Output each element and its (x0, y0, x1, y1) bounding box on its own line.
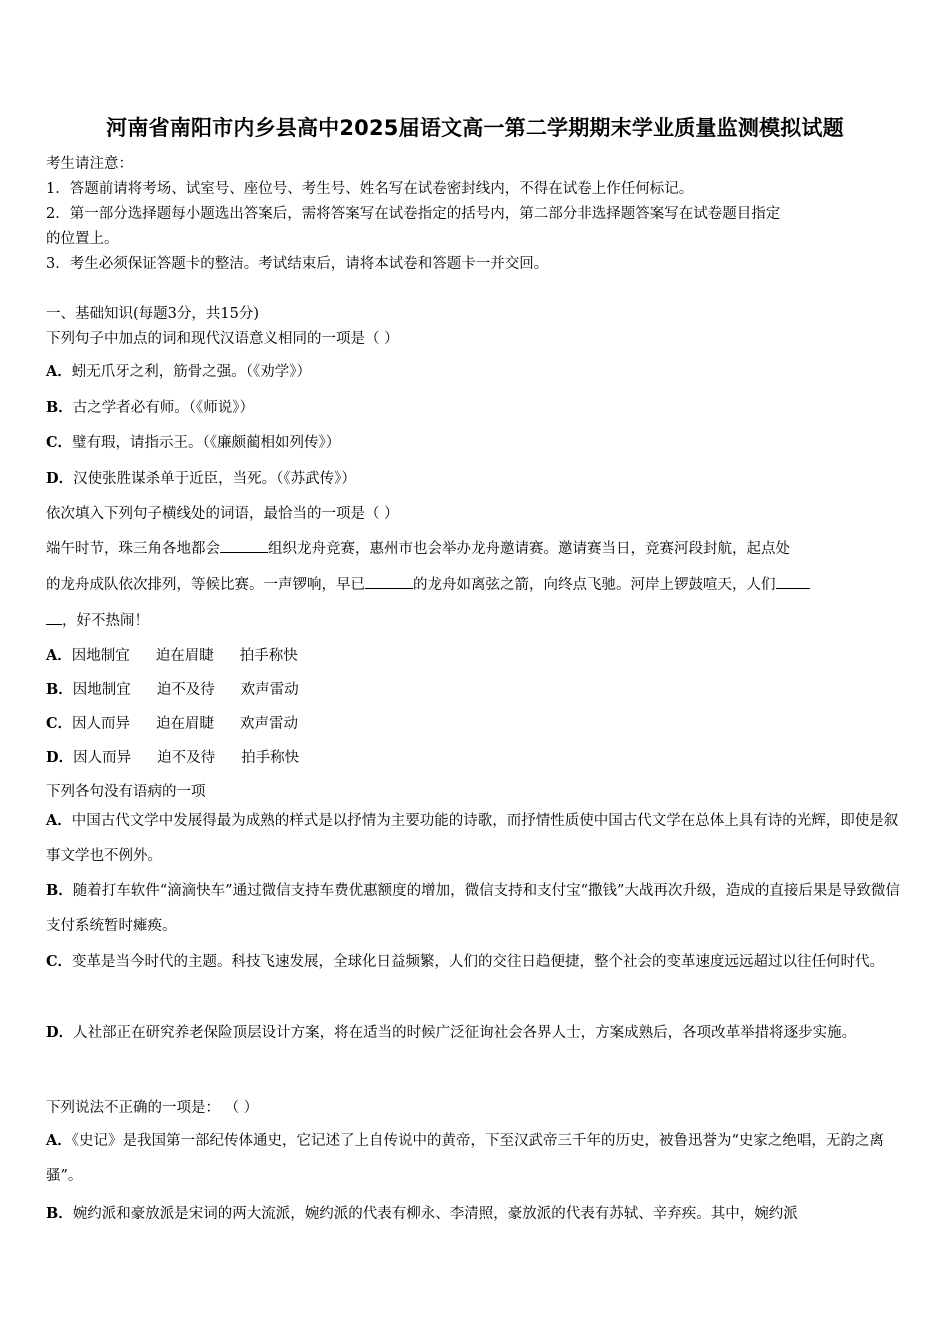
notice-item: 3．考生必须保证答题卡的整洁。考试结束后，请将本试卷和答题卡一并交回。 (46, 256, 549, 272)
option-word: 欢声雷动 (240, 682, 299, 698)
option-word: 欢声雷动 (240, 716, 299, 732)
blank (365, 588, 413, 589)
option-word: 拍手称快 (241, 750, 300, 766)
passage-text: 端午时节，珠三角各地都会 (46, 541, 220, 557)
notice-item: 1．答题前请将考场、试室号、座位号、考生号、姓名写在试卷密封线内，不得在试卷上作任何标记。 (46, 181, 694, 197)
q2-stem: 依次填入下列句子横线处的词语，最恰当的一项是（ ） (46, 506, 399, 522)
option-text: 人社部正在研究养老保险顶层设计方案，将在适当的时候广泛征询社会各界人士，方案成熟后，各项改革举措将逐步实施。 (73, 1025, 857, 1041)
option-word: 拍手称快 (239, 648, 298, 664)
option-label: B． (46, 882, 73, 899)
option-word: 迫在眉睫 (155, 648, 214, 664)
q3-option-a (46, 803, 906, 874)
q2-passage-line (46, 609, 906, 630)
option-label: B． (46, 1205, 73, 1222)
q1-stem: 下列句子中加点的词和现代汉语意义相同的一项是（ ） (46, 331, 399, 347)
q3-option-c (46, 944, 906, 980)
q3-option-b (46, 873, 906, 944)
option-text: 婉约派和豪放派是宋词的两大流派，婉约派的代表有柳永、李清照，豪放派的代表有苏轼、辛弃疾。其中，婉约派 (72, 1206, 798, 1222)
option-text: 随着打车软件“滴滴快车”通过微信支持车费优惠额度的增加，微信支持和支付宝“撒钱”大战再次升级，造成的直接后果是导致微信支付系统暂时瘫痪。 (46, 883, 900, 934)
option-text: 《史记》是我国第一部纪传体通史，它记述了上自传说中的黄帝，下至汉武帝三千年的历史，被鲁迅誉为“史家之绝唱，无韵之离骚”。 (46, 1133, 884, 1184)
q1-option-a (46, 360, 906, 381)
q2-passage-line (46, 537, 906, 558)
q2-option-b (46, 678, 906, 699)
q4-stem: 下列说法不正确的一项是： （ ） (46, 1100, 259, 1116)
q4-option-b (46, 1202, 906, 1223)
option-label: B． (46, 399, 73, 416)
option-word: 迫不及待 (157, 750, 216, 766)
option-label: A． (46, 812, 72, 829)
option-label: B． (46, 681, 73, 698)
option-label: D． (46, 749, 74, 766)
passage-text: ，好不热闹！ (62, 613, 149, 629)
q4-option-a (46, 1123, 906, 1194)
option-text: 璧有瑕，请指示王。（《廉颇蔺相如列传》） (72, 435, 341, 451)
option-text: 汉使张胜谋杀单于近臣，当死。（《苏武传》） (73, 471, 356, 487)
passage-text: 的龙舟如离弦之箭，向终点飞驰。河岸上锣鼓喧天，人们 (413, 577, 776, 593)
notice-heading: 考生请注意： (46, 156, 133, 172)
option-text: 古之学者必有师。（《师说》） (72, 400, 255, 416)
q2-passage-line (46, 573, 906, 594)
option-label: A． (46, 647, 72, 664)
option-word: 因人而异 (72, 716, 131, 732)
notice-item: 2．第一部分选择题每小题选出答案后，需将答案写在试卷指定的括号内，第二部分非选择题答案写在试卷题目指定 (46, 206, 781, 222)
option-word: 因地制宜 (72, 682, 131, 698)
blank (46, 624, 62, 625)
option-word: 迫不及待 (156, 682, 215, 698)
q2-option-d (46, 746, 906, 767)
q2-option-c (46, 712, 906, 733)
option-label: C． (46, 953, 73, 970)
blank (776, 588, 810, 589)
option-label: C． (46, 715, 73, 732)
blank (220, 552, 268, 553)
option-text: 蚓无爪牙之利，筋骨之强。（《劝学》） (71, 364, 312, 380)
option-label: A． (46, 1132, 72, 1149)
option-text: 中国古代文学中发展得最为成熟的样式是以抒情为主要功能的诗歌，而抒情性质使中国古代文学在总体上具有诗的光辉，即使是叙事文学也不例外。 (46, 813, 899, 864)
q2-option-a (46, 644, 906, 665)
option-text: 变革是当今时代的主题。科技飞速发展，全球化日益频繁，人们的交往日趋便捷，整个社会的变革速度远远超过以往任何时代。 (72, 954, 885, 970)
q1-option-b (46, 396, 906, 417)
notice-item: 的位置上。 (46, 231, 119, 247)
section-heading: 一、基础知识(每题3分，共15分) (46, 306, 259, 322)
option-label: D． (46, 1024, 74, 1041)
option-label: A． (46, 363, 72, 380)
q3-stem: 下列各句没有语病的一项 (46, 784, 206, 800)
option-word: 因地制宜 (71, 648, 130, 664)
option-label: D． (46, 470, 74, 487)
passage-text: 组织龙舟竞赛，惠州市也会举办龙舟邀请赛。邀请赛当日，竞赛河段封航，起点处 (268, 541, 790, 557)
option-label: C． (46, 434, 73, 451)
q3-option-d (46, 1015, 906, 1051)
option-word: 迫在眉睫 (156, 716, 215, 732)
q1-option-d (46, 467, 906, 488)
exam-title: 河南省南阳市内乡县高中2025届语文高一第二学期期末学业质量监测模拟试题 (106, 116, 844, 140)
q1-option-c (46, 431, 906, 452)
passage-text: 的龙舟成队依次排列，等候比赛。一声锣响，早已 (46, 577, 365, 593)
option-word: 因人而异 (73, 750, 132, 766)
